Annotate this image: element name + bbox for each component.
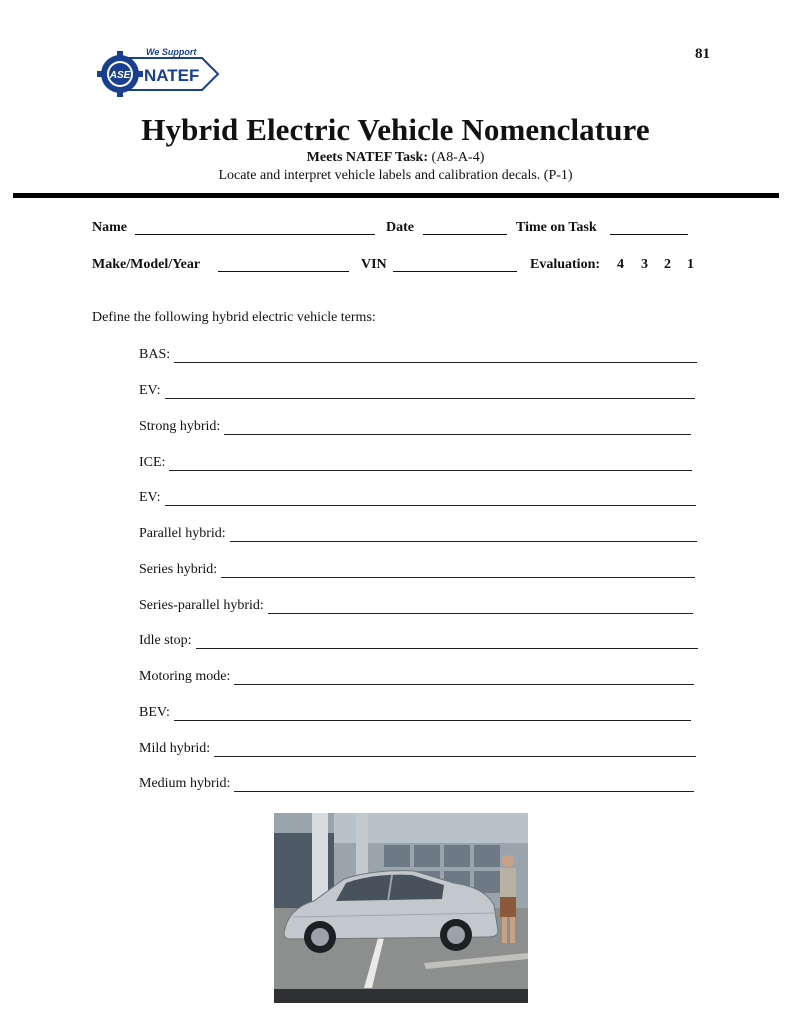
term-row-strong-hybrid bbox=[139, 415, 691, 435]
term-label: Medium hybrid: bbox=[139, 776, 231, 791]
task-label: Meets NATEF Task: bbox=[306, 150, 428, 165]
time-on-task-field[interactable] bbox=[610, 220, 688, 235]
term-row-ice bbox=[139, 451, 692, 471]
term-answer-line[interactable] bbox=[224, 420, 691, 435]
evaluation-label: Evaluation: bbox=[530, 257, 601, 272]
term-row-bas bbox=[139, 343, 697, 363]
term-label: Idle stop: bbox=[139, 633, 192, 648]
vin-field[interactable] bbox=[393, 257, 517, 272]
hybrid-car-photo bbox=[274, 813, 528, 1003]
page-title: Hybrid Electric Vehicle Nomenclature bbox=[141, 112, 650, 147]
term-answer-line[interactable] bbox=[165, 384, 695, 399]
ase-seal-icon bbox=[96, 44, 222, 98]
term-answer-line[interactable] bbox=[230, 527, 697, 542]
term-label: BEV: bbox=[139, 705, 170, 720]
term-answer-line[interactable] bbox=[174, 348, 697, 363]
vin-label: VIN bbox=[361, 257, 387, 272]
evaluation-score-4[interactable]: 4 bbox=[617, 257, 624, 272]
term-row-ev-2 bbox=[139, 486, 696, 506]
term-label: Series hybrid: bbox=[139, 562, 218, 577]
term-answer-line[interactable] bbox=[234, 670, 694, 685]
car-photo-image bbox=[274, 813, 528, 1003]
svg-text:NATEF: NATEF bbox=[144, 66, 200, 85]
task-description: Locate and interpret vehicle labels and calibration decals. (P-1) bbox=[218, 168, 573, 183]
date-field[interactable] bbox=[423, 220, 507, 235]
term-row-series-hybrid bbox=[139, 558, 695, 578]
time-on-task-label: Time on Task bbox=[516, 220, 597, 235]
date-label: Date bbox=[386, 220, 414, 235]
term-answer-line[interactable] bbox=[221, 563, 695, 578]
term-row-idle-stop bbox=[139, 629, 698, 649]
svg-text:ASE: ASE bbox=[109, 70, 131, 81]
natef-logo bbox=[96, 44, 222, 98]
name-label: Name bbox=[92, 220, 127, 235]
make-model-year-field[interactable] bbox=[218, 257, 349, 272]
term-answer-line[interactable] bbox=[169, 456, 692, 471]
term-label: Parallel hybrid: bbox=[139, 526, 226, 541]
term-row-medium-hybrid bbox=[139, 772, 694, 792]
task-code: (A8-A-4) bbox=[431, 150, 485, 165]
term-row-parallel-hybrid bbox=[139, 522, 697, 542]
term-row-motoring-mode bbox=[139, 665, 694, 685]
term-answer-line[interactable] bbox=[268, 599, 693, 614]
term-answer-line[interactable] bbox=[234, 777, 694, 792]
term-label: EV: bbox=[139, 490, 161, 505]
page-number: 81 bbox=[695, 46, 710, 62]
term-label: Series-parallel hybrid: bbox=[139, 598, 264, 613]
task-reference bbox=[0, 150, 791, 166]
term-label: ICE: bbox=[139, 455, 166, 470]
name-field[interactable] bbox=[135, 220, 375, 235]
term-answer-line[interactable] bbox=[196, 634, 699, 649]
term-row-bev bbox=[139, 701, 691, 721]
term-answer-line[interactable] bbox=[214, 742, 696, 757]
evaluation-score-1[interactable]: 1 bbox=[687, 257, 694, 272]
evaluation-score-3[interactable]: 3 bbox=[641, 257, 648, 272]
term-row-mild-hybrid bbox=[139, 737, 696, 757]
term-label: BAS: bbox=[139, 347, 171, 362]
make-model-year-label: Make/Model/Year bbox=[92, 257, 201, 272]
instructions: Define the following hybrid electric vehicle terms: bbox=[92, 310, 376, 325]
header-divider bbox=[13, 193, 779, 198]
svg-text:We Support: We Support bbox=[146, 47, 197, 57]
term-label: Strong hybrid: bbox=[139, 419, 221, 434]
term-answer-line[interactable] bbox=[174, 706, 691, 721]
term-row-series-parallel-hybrid bbox=[139, 594, 693, 614]
term-label: Mild hybrid: bbox=[139, 741, 211, 756]
term-label: EV: bbox=[139, 383, 161, 398]
term-label: Motoring mode: bbox=[139, 669, 231, 684]
term-row-ev bbox=[139, 379, 695, 399]
term-answer-line[interactable] bbox=[165, 491, 696, 506]
evaluation-score-2[interactable]: 2 bbox=[664, 257, 671, 272]
